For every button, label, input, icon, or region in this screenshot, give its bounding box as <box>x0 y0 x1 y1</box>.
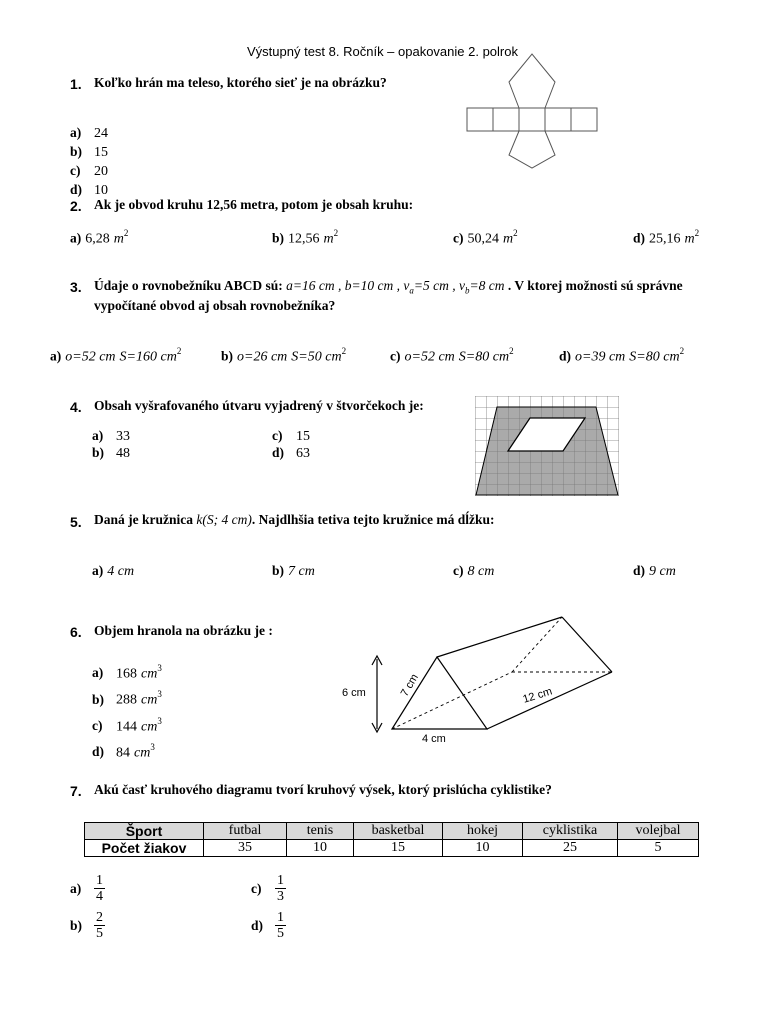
q6-option-d[interactable]: d) 84 $cm^3$ <box>92 741 155 761</box>
table-cell: tenis <box>287 823 354 840</box>
table-cell: futbal <box>204 823 287 840</box>
table-cell: 10 <box>443 840 523 857</box>
table-cell: cyklistika <box>523 823 618 840</box>
q4-number: 4. <box>70 399 82 415</box>
q5-option-b[interactable]: b) 7 cm <box>272 563 315 579</box>
q4-option-b[interactable]: b) 48 <box>92 445 130 461</box>
shaded-shape-grid-figure <box>475 396 619 496</box>
q3-option-a[interactable]: a) o=52 cm S=160 $cm^2$ <box>50 346 182 365</box>
q1-option-c[interactable]: c) 20 <box>70 163 108 179</box>
sports-table <box>84 822 699 857</box>
q3-option-d[interactable]: d) o=39 cm S=80 $cm^2$ <box>559 346 685 365</box>
q1-option-d[interactable]: d) 10 <box>70 182 108 198</box>
q2-option-b[interactable]: b) 12,56 $m^2$ <box>272 228 339 247</box>
q6-option-b[interactable]: b) 288 $cm^3$ <box>92 689 162 708</box>
q4-option-c[interactable]: c) 15 <box>272 428 310 444</box>
table-row <box>85 840 699 857</box>
q1-options <box>70 124 108 200</box>
page-title: Výstupný test 8. Ročník – opakovanie 2. polrok <box>247 44 518 59</box>
triangular-prism-figure <box>340 612 615 747</box>
table-cell: 35 <box>204 840 287 857</box>
table-cell: basketbal <box>354 823 443 840</box>
q5-option-a[interactable]: a) 4 cm <box>92 563 135 579</box>
table-cell: 15 <box>354 840 443 857</box>
table-cell: hokej <box>443 823 523 840</box>
q2-option-d[interactable]: d) 25,16 $m^2$ <box>633 228 700 247</box>
q3-number: 3. <box>70 279 82 295</box>
q5-text: Daná je kružnica k(S; 4 cm). Najdlhšia tetiva tejto kružnice má dĺžku: <box>94 512 495 527</box>
q6-option-a[interactable]: a) 168 $cm^3$ <box>92 663 162 682</box>
q7-option-c[interactable]: c) $\frac{1}{3}$ <box>251 873 284 904</box>
q7-option-d[interactable]: d) $\frac{1}{5}$ <box>251 910 284 941</box>
table-cell: volejbal <box>618 823 699 840</box>
q2-number: 2. <box>70 198 82 214</box>
prism-height-label: 6 cm <box>342 687 366 699</box>
q4-option-a[interactable]: a) 33 <box>92 428 130 444</box>
q5-option-d[interactable]: d) 9 cm <box>633 563 676 579</box>
q1-number: 1. <box>70 76 82 92</box>
q6-option-c[interactable]: c) 144 $cm^3$ <box>92 715 162 734</box>
q7-option-a[interactable]: a) $\frac{1}{4}$ <box>70 873 103 904</box>
prism-base-label: 4 cm <box>422 733 446 745</box>
table-row <box>85 823 699 840</box>
q6-text: Objem hranola na obrázku je : <box>94 623 273 638</box>
table-cell: 5 <box>618 840 699 857</box>
q3-option-c[interactable]: c) o=52 cm S=80 $cm^2$ <box>390 346 514 365</box>
q2-option-a[interactable]: a) 6,28 $m^2$ <box>70 228 129 247</box>
q4-text: Obsah vyšrafovaného útvaru vyjadrený v štvorčekoch je: <box>94 398 424 413</box>
q3-text: Údaje o rovnobežníku ABCD sú: a=16 cm , b=10 cm , $v_a=5$ cm , $v_b=8$ cm . V ktorej možnosti sú správne <box>94 278 683 296</box>
prism-length-label: 12 cm <box>521 685 554 706</box>
q3-text-line2: vypočítané obvod aj obsah rovnobežníka? <box>94 298 336 313</box>
prism-side-label: 7 cm <box>398 672 421 699</box>
q1-option-a[interactable]: a) 24 <box>70 125 108 141</box>
q6-options <box>92 658 162 763</box>
q1-text: Koľko hrán ma teleso, ktorého sieť je na obrázku? <box>94 75 387 90</box>
q7-option-b[interactable]: b) $\frac{2}{5}$ <box>70 910 103 941</box>
table-cell: 10 <box>287 840 354 857</box>
table-header-cell: Šport <box>85 823 204 840</box>
q6-number: 6. <box>70 624 82 640</box>
q4-option-d[interactable]: d) 63 <box>272 445 310 461</box>
q1-option-b[interactable]: b) 15 <box>70 144 108 160</box>
prism-net-figure <box>466 52 598 170</box>
table-cell: 25 <box>523 840 618 857</box>
q2-option-c[interactable]: c) 50,24 $m^2$ <box>453 228 518 247</box>
q7-number: 7. <box>70 783 82 799</box>
q5-number: 5. <box>70 514 82 530</box>
table-header-cell: Počet žiakov <box>85 840 204 857</box>
q5-option-c[interactable]: c) 8 cm <box>453 563 495 579</box>
q3-option-b[interactable]: b) o=26 cm S=50 $cm^2$ <box>221 346 347 365</box>
q2-text: Ak je obvod kruhu 12,56 metra, potom je obsah kruhu: <box>94 197 414 212</box>
q7-text: Akú časť kruhového diagramu tvorí kruhový výsek, ktorý prislúcha cyklistike? <box>94 782 552 797</box>
